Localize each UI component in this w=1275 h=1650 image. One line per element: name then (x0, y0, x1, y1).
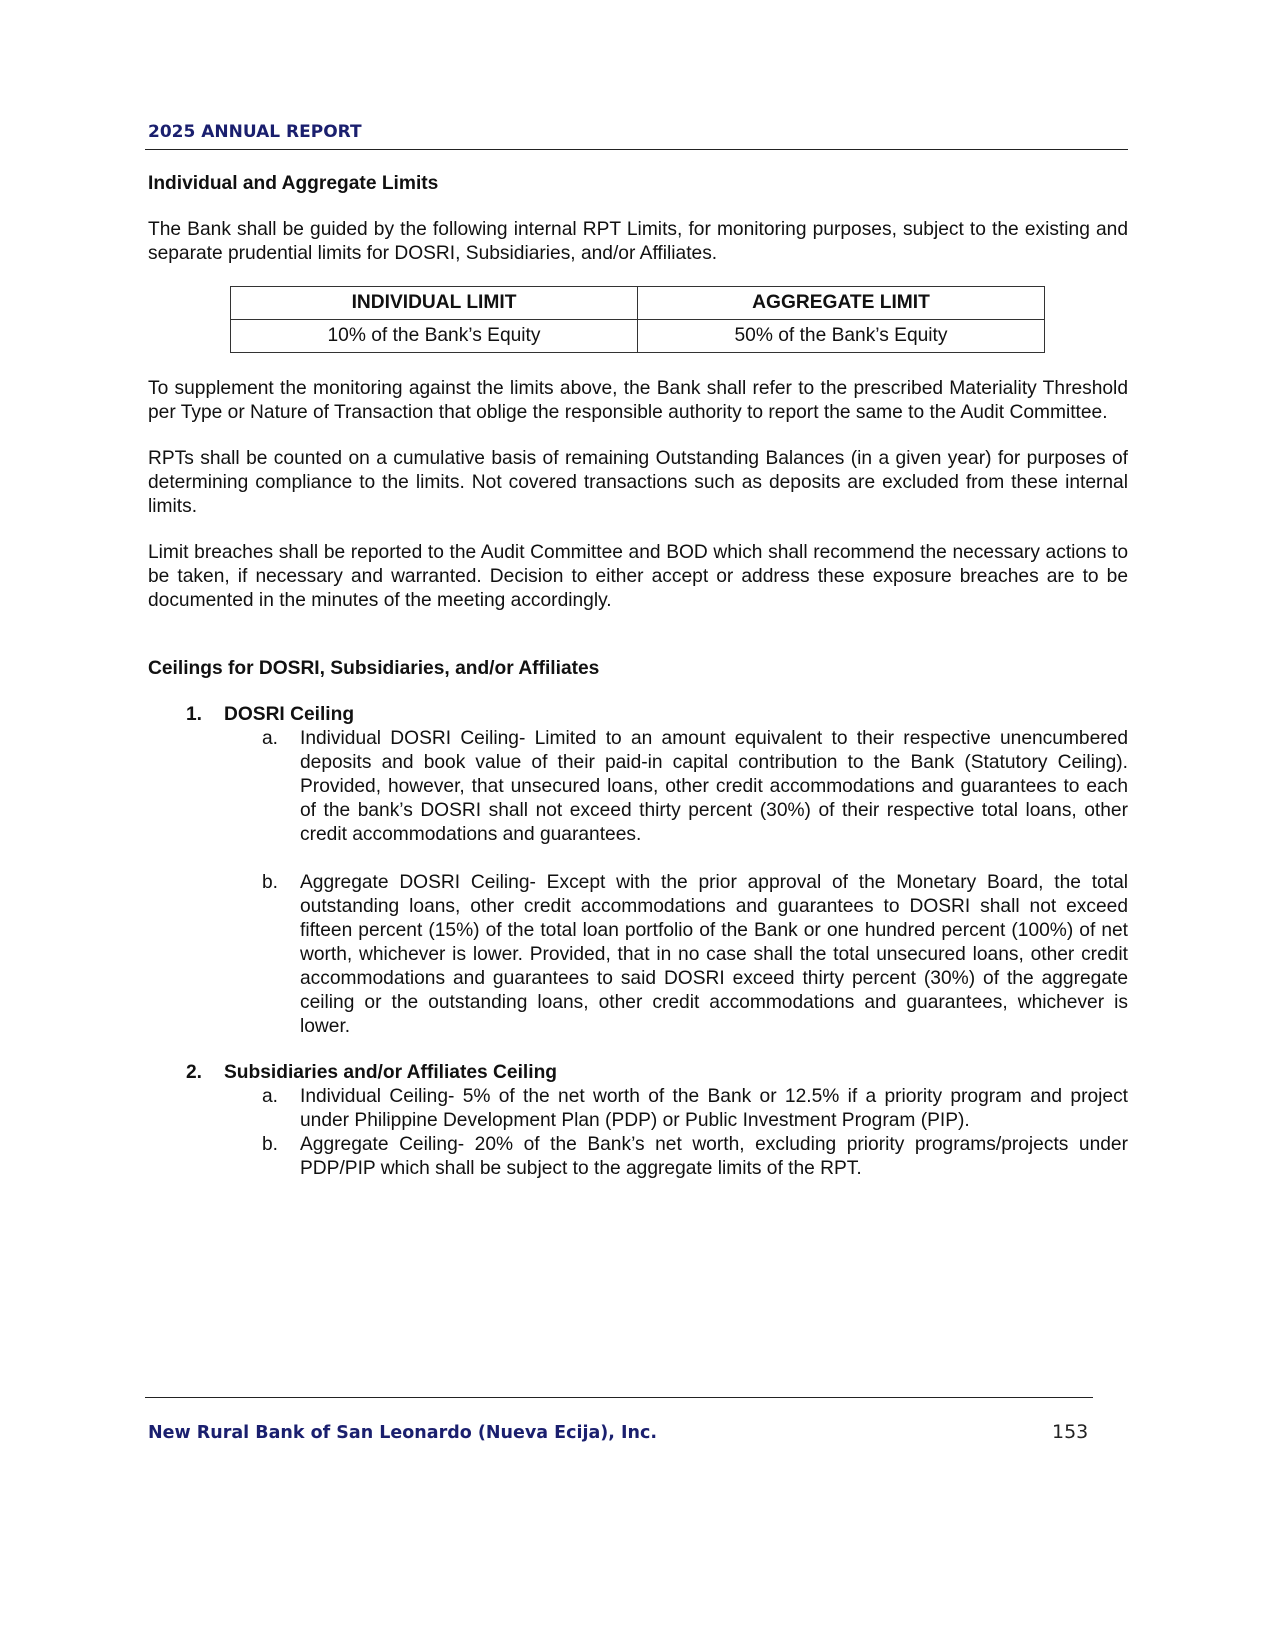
sub-list-letter: a. (262, 728, 279, 749)
sub-list-item (224, 1133, 1128, 1181)
footer-divider (145, 1397, 1093, 1398)
footer-bank-name: New Rural Bank of San Leonardo (Nueva Ecija), Inc. (148, 1423, 657, 1443)
page-content (148, 172, 1128, 1203)
table-header-row (231, 287, 1045, 320)
sub-list-text: Individual DOSRI Ceiling- Limited to an amount equivalent to their respective unencumbered deposits and book value of their paid-in capital contribution to the Bank (Statutory Ceiling). Provided, however, that unsecured loans, other credit accommodations and guarantees to each of the bank’s DOSRI shall not exceed thirty percent (30%) of their respective total loans, other credit accommodations and guarantees. (300, 728, 1128, 845)
section-heading-limits: Individual and Aggregate Limits (148, 173, 439, 194)
list-item-title: Subsidiaries and/or Affiliates Ceiling (224, 1062, 558, 1083)
sub-list-letter: b. (262, 872, 279, 893)
materiality-paragraph: To supplement the monitoring against the limits above, the Bank shall refer to the prescribed Materiality Threshold per Type or Nature of Transaction that oblige the responsible authority to report the same to the Audit Committee. (148, 378, 1128, 423)
limits-table (230, 286, 1045, 353)
sub-list-letter: a. (262, 1086, 279, 1107)
table-header-aggregate: AGGREGATE LIMIT (638, 287, 1045, 320)
list-item (148, 703, 1128, 1039)
header-divider (145, 149, 1128, 150)
sub-list (224, 1085, 1128, 1181)
sub-list (224, 727, 1128, 1039)
sub-list-item (224, 1085, 1128, 1133)
sub-list-item (224, 727, 1128, 847)
table-row (231, 320, 1045, 353)
table-cell-aggregate: 50% of the Bank’s Equity (638, 320, 1045, 353)
page-number: 153 (1052, 1421, 1089, 1443)
table-header-individual: INDIVIDUAL LIMIT (231, 287, 638, 320)
list-number: 2. (186, 1062, 203, 1083)
sub-list-letter: b. (262, 1134, 279, 1155)
list-item-title: DOSRI Ceiling (224, 704, 355, 725)
ceilings-list (148, 703, 1128, 1181)
list-number: 1. (186, 704, 203, 725)
intro-paragraph: The Bank shall be guided by the following internal RPT Limits, for monitoring purposes, subject to the existing and separate prudential limits for DOSRI, Subsidiaries, and/or Affiliates. (148, 219, 1128, 264)
sub-list-text: Individual Ceiling- 5% of the net worth of the Bank or 12.5% if a priority program and project under Philippine Development Plan (PDP) or Public Investment Program (PIP). (300, 1086, 1128, 1131)
breach-paragraph: Limit breaches shall be reported to the Audit Committee and BOD which shall recommend the necessary actions to be taken, if necessary and warranted. Decision to either accept or address these exposure breaches are to be documented in the minutes of the meeting accordingly. (148, 542, 1128, 611)
section-heading-ceilings: Ceilings for DOSRI, Subsidiaries, and/or Affiliates (148, 658, 600, 679)
report-header-title: 2025 ANNUAL REPORT (148, 122, 362, 142)
sub-list-text: Aggregate Ceiling- 20% of the Bank’s net worth, excluding priority programs/projects under PDP/PIP which shall be subject to the aggregate limits of the RPT. (300, 1134, 1128, 1179)
table-cell-individual: 10% of the Bank’s Equity (231, 320, 638, 353)
cumulative-paragraph: RPTs shall be counted on a cumulative basis of remaining Outstanding Balances (in a given year) for purposes of determining compliance to the limits. Not covered transactions such as deposits are excluded from these internal limits. (148, 448, 1128, 517)
sub-list-item (224, 871, 1128, 1039)
list-item (148, 1061, 1128, 1181)
sub-list-text: Aggregate DOSRI Ceiling- Except with the prior approval of the Monetary Board, the total outstanding loans, other credit accommodations and guarantees to DOSRI shall not exceed fifteen percent (15%) of the total loan portfolio of the Bank or one hundred percent (100%) of net worth, whichever is lower. Provided, that in no case shall the total unsecured loans, other credit accommodations and guarantees to said DOSRI exceed thirty percent (30%) of the aggregate ceiling or the outstanding loans, other credit accommodations and guarantees, whichever is lower. (300, 872, 1128, 1037)
